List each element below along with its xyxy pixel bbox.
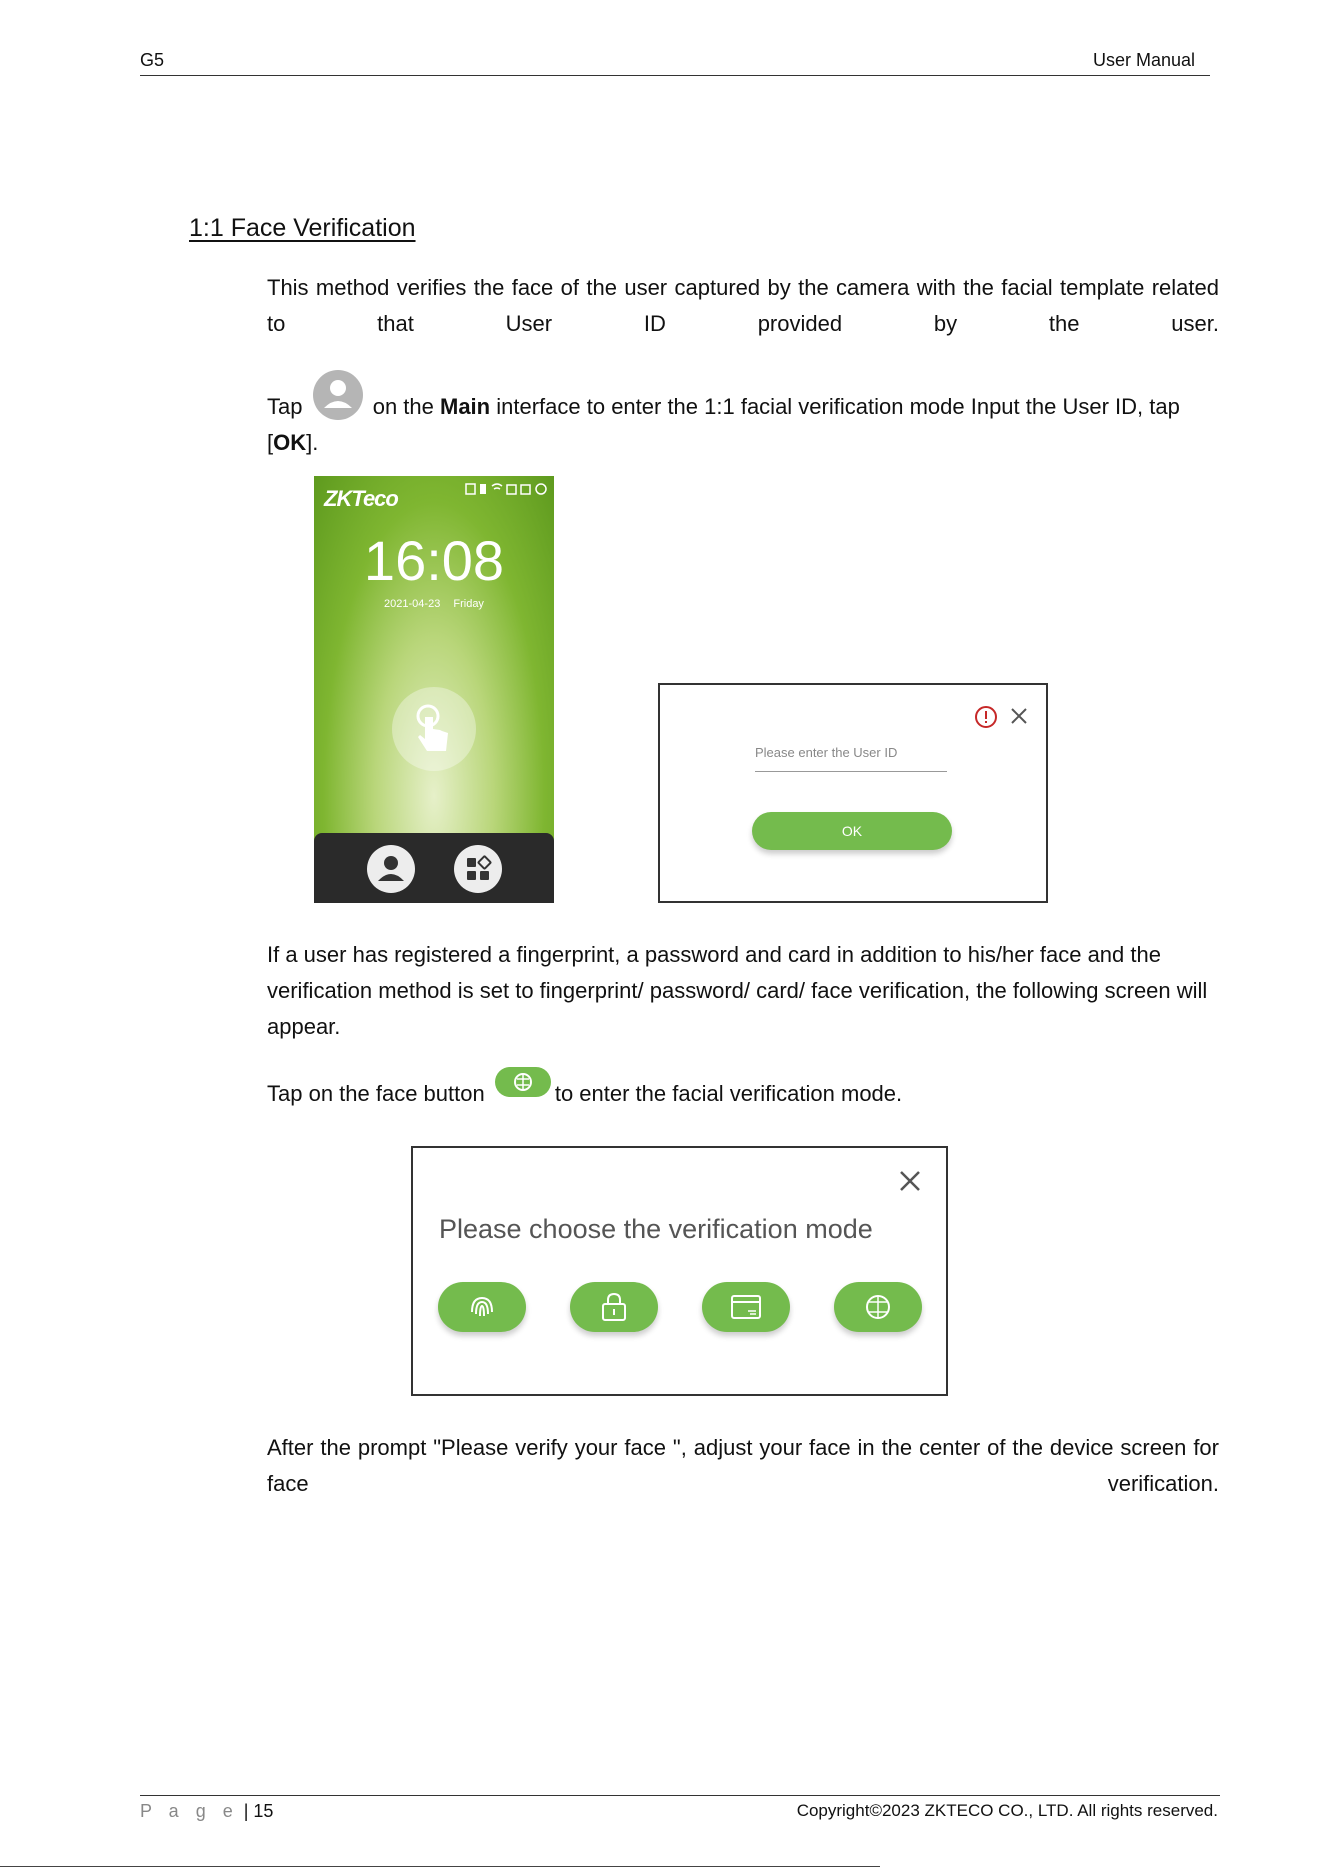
- lock-icon: [570, 1282, 658, 1332]
- header-product: G5: [140, 50, 165, 70]
- main-label: Main: [440, 394, 491, 419]
- clock-time: 16:08: [363, 529, 505, 592]
- intro-paragraph: [267, 270, 1219, 342]
- face-button-icon: [495, 1067, 551, 1097]
- face-mode-button[interactable]: [834, 1282, 922, 1332]
- face-icon: [834, 1282, 922, 1332]
- verification-mode-dialog: [411, 1146, 948, 1396]
- clock-date: 2021-04-23 Friday: [384, 598, 484, 610]
- face-prompt-paragraph: [267, 1430, 1219, 1502]
- face-button-paragraph: [267, 1067, 1219, 1112]
- instruction-text-4: ].: [306, 430, 319, 455]
- menu-grid-icon: [454, 845, 502, 893]
- fingerprint-mode-button[interactable]: [438, 1282, 526, 1332]
- page-number-value: 15: [253, 1801, 274, 1821]
- multi-method-text: If a user has registered a fingerprint, a password and card in addition to his/her face and the verification method is set to fingerprint/ password/ card/ face verification, the following screen will appear.: [267, 942, 1208, 1039]
- alert-icon[interactable]: [974, 705, 998, 729]
- hand-tap-icon: [392, 687, 476, 771]
- header-divider: [140, 75, 1210, 76]
- section-title: 1:1 Face Verification: [189, 214, 416, 242]
- status-bar-icons: [464, 482, 548, 496]
- card-mode-button[interactable]: [702, 1282, 790, 1332]
- instruction-text-1: Tap: [267, 394, 303, 419]
- page-separator: |: [238, 1801, 254, 1821]
- device-main-screen: [314, 476, 554, 903]
- menu-button[interactable]: [454, 845, 502, 893]
- page-label: P a g e: [140, 1801, 239, 1821]
- card-icon: [702, 1282, 790, 1332]
- page-bottom-line: [0, 1866, 880, 1867]
- instruction-text-3: interface to enter the 1:1 facial verification mode Input the User ID, tap [: [267, 394, 1180, 455]
- person-icon: [367, 845, 415, 893]
- verify-tap-button[interactable]: [392, 687, 476, 771]
- face-button-text-2: to enter the facial verification mode.: [554, 1081, 903, 1106]
- copyright: Copyright©2023 ZKTECO CO., LTD. All rights reserved.: [796, 1801, 1218, 1820]
- user-verify-button[interactable]: [367, 845, 415, 893]
- ok-label: OK: [273, 430, 307, 455]
- footer-divider: [140, 1795, 1220, 1796]
- multi-method-paragraph: [267, 937, 1219, 1045]
- user-id-input[interactable]: Please enter the User ID: [755, 745, 947, 772]
- user-id-dialog: [658, 683, 1048, 903]
- fingerprint-icon: [438, 1282, 526, 1332]
- instruction-text-2: on the: [366, 394, 440, 419]
- ok-button[interactable]: OK: [752, 812, 952, 850]
- brand-logo: ZKTeco: [324, 486, 398, 511]
- intro-text: This method verifies the face of the user captured by the camera with the facial template related to that User ID provided by the user.: [267, 275, 1219, 336]
- face-prompt-text: After the prompt "Please verify your face ", adjust your face in the center of the device screen for face verification.: [267, 1435, 1219, 1496]
- verification-mode-title: Please choose the verification mode: [439, 1214, 873, 1244]
- instruction-paragraph: [267, 370, 1219, 461]
- page-number: [140, 1801, 273, 1822]
- close-icon[interactable]: [899, 1170, 921, 1192]
- face-button-text-1: Tap on the face button: [267, 1081, 491, 1106]
- header-doc-title: User Manual: [1092, 50, 1195, 70]
- close-icon[interactable]: [1010, 707, 1028, 725]
- password-mode-button[interactable]: [570, 1282, 658, 1332]
- user-icon: [313, 370, 363, 420]
- bottom-nav-bar: [314, 833, 554, 903]
